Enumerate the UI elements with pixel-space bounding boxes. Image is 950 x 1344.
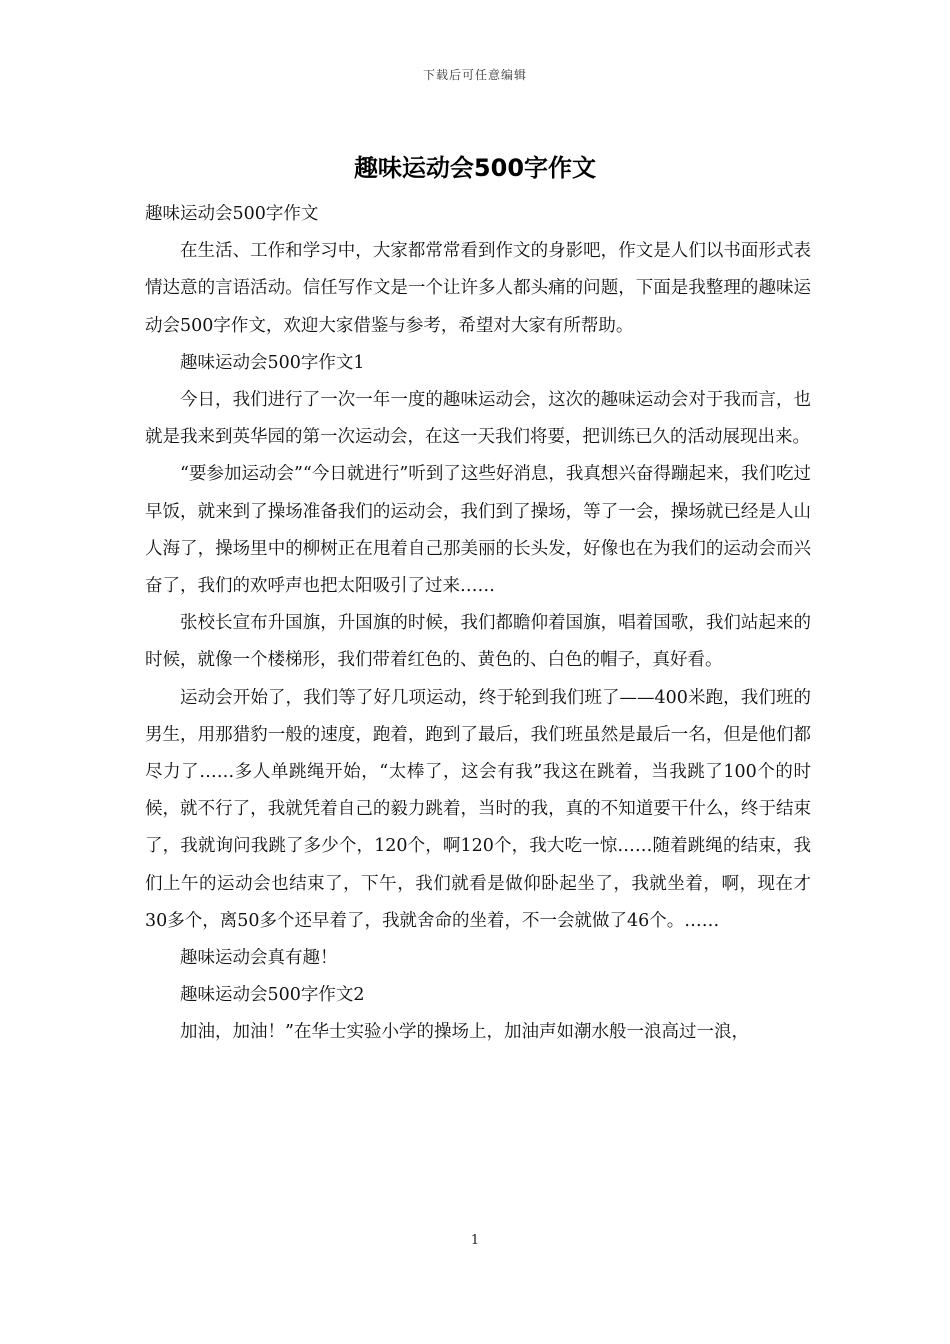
section-heading-1: 趣味运动会500字作文1 [180,352,365,373]
section-heading-2: 趣味运动会500字作文2 [180,985,365,1006]
header-note: 下载后可任意编辑 [422,68,527,82]
body-paragraph: 今日，我们进行了一次一年一度的趣味运动会，这次的趣味运动会对于我而言，也就是我来到英华园的第一次运动会，在这一天我们将要，把训练已久的活动展现出来。 [145,390,811,448]
body-paragraph: 运动会开始了，我们等了好几项运动，终于轮到我们班了——400米跑，我们班的男生，用那猎豹一般的速度，跑着，跑到了最后，我们班虽然是最后一名，但是他们都尽力了……多人单跳绳开始，“太棒了，这会有我”我这在跳着，当我跳了100个的时候，就不行了，我就凭着自己的毅力跳着，当时的我，真的不知道要干什么，终于结束了，我就询问我跳了多少个，120个，啊120个，我大吃一惊……随着跳绳的结束，我们上午的运动会也结束了，下午，我们就看是做仰卧起坐了，我就坐着，啊，现在才30多个，离50多个还早着了，我就舍命的坐着，不一会就做了46个。…… [145,687,811,931]
intro-paragraph: 在生活、工作和学习中，大家都常常看到作文的身影吧，作文是人们以书面形式表情达意的言语活动。信任写作文是一个让许多人都头痛的问题，下面是我整理的趣味运动会500字作文，欢迎大家借鉴与参考，希望对大家有所帮助。 [145,241,811,336]
body-paragraph: 加油，加油！”在华士实验小学的操场上，加油声如潮水般一浪高过一浪， [180,1022,749,1043]
body-paragraph: 张校长宣布升国旗，升国旗的时候，我们都瞻仰着国旗，唱着国歌，我们站起来的时候，就像一个楼梯形，我们带着红色的、黄色的、白色的帽子，真好看。 [145,613,811,671]
subtitle-paragraph: 趣味运动会500字作文 [145,204,319,224]
page-number: 1 [470,1233,480,1248]
document-body [145,196,811,1052]
document-title: 趣味运动会500字作文 [353,154,597,182]
closing-line: 趣味运动会真有趣！ [180,948,338,969]
body-paragraph: “要参加运动会”“今日就进行”听到了这些好消息，我真想兴奋得蹦起来，我们吃过早饭，就来到了操场准备我们的运动会，我们到了操场，等了一会，操场就已经是人山人海了，操场里中的柳树正在甩着自己那美丽的长头发，好像也在为我们的运动会而兴奋了，我们的欢呼声也把太阳吸引了过来…… [145,464,811,597]
